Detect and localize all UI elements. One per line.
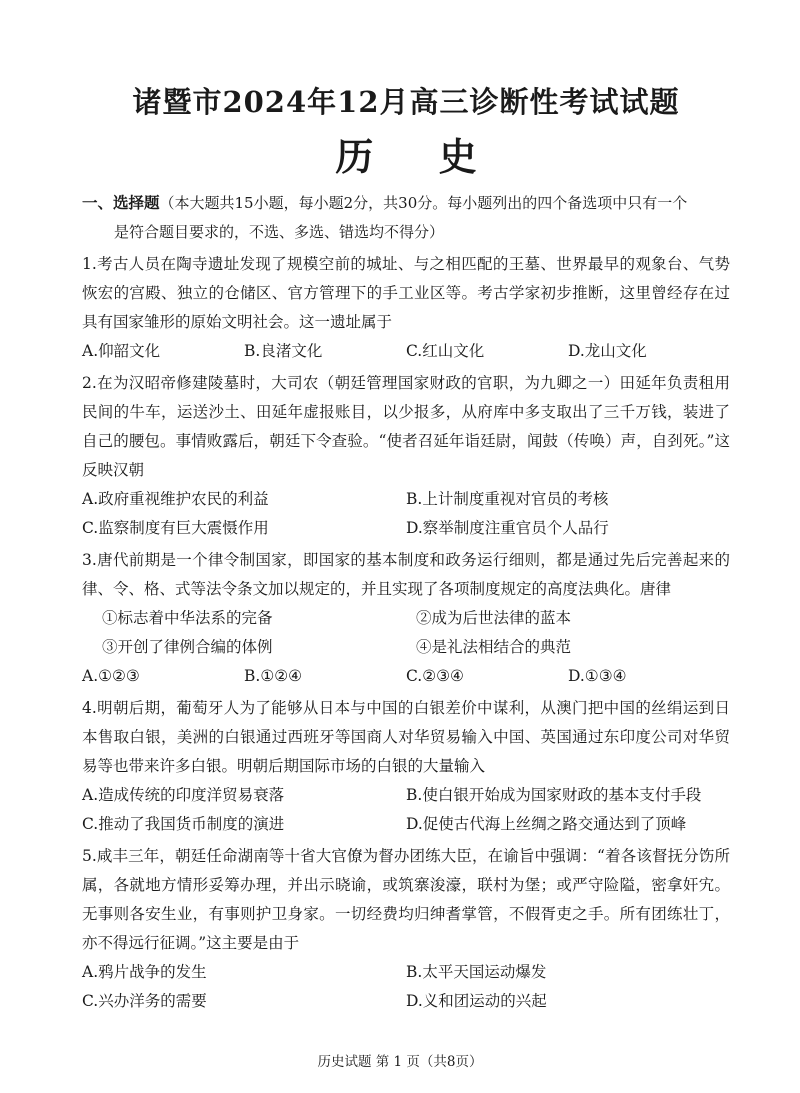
- option-a: A.鸦片战争的发生: [82, 963, 207, 981]
- option-d: D.促使古代海上丝绸之路交通达到了顶峰: [406, 815, 687, 833]
- exam-title: 诸暨市2024年12月高三诊断性考试试题: [132, 85, 680, 119]
- options: [82, 662, 730, 691]
- options: [82, 485, 730, 543]
- question-5: [82, 842, 730, 1016]
- statement-list: [82, 604, 730, 662]
- section-heading: [82, 188, 730, 218]
- option-a: A.造成传统的印度洋贸易衰落: [82, 786, 285, 804]
- option-a: A.①②③: [82, 667, 140, 685]
- section-label: 一、选择题: [82, 193, 160, 212]
- option-c: C.红山文化: [406, 342, 485, 360]
- option-c: C.兴办洋务的需要: [82, 992, 207, 1010]
- option-d: D.龙山文化: [568, 342, 647, 360]
- option-c: C.推动了我国货币制度的演进: [82, 815, 285, 833]
- option-c: C.②③④: [406, 667, 464, 685]
- option-d: D.义和团运动的兴起: [406, 992, 547, 1010]
- options: [82, 337, 730, 366]
- statement-1: ①标志着中华法系的完备: [102, 609, 273, 627]
- question-stem: 4.明朝后期，葡萄牙人为了能够从日本与中国的白银差价中谋利，从澳门把中国的丝绢运到日本售取白银，美洲的白银通过西班牙等国商人对华贸易输入中国、英国通过东印度公司对华贸易等也带来许多白银。明朝后期国际市场的白银的大量输入: [82, 699, 730, 775]
- section-desc-line2: 是符合题目要求的，不选、多选、错选均不得分）: [114, 223, 445, 241]
- statement-3: ③开创了律例合编的体例: [102, 638, 273, 656]
- options: [82, 781, 730, 839]
- question-4: [82, 694, 730, 839]
- option-d: D.察举制度注重官员个人品行: [406, 519, 609, 537]
- option-b: B.上计制度重视对官员的考核: [406, 490, 609, 508]
- option-a: A.仰韶文化: [82, 342, 161, 360]
- option-d: D.①③④: [568, 667, 627, 685]
- question-1: [82, 250, 730, 366]
- options: [82, 958, 730, 1016]
- statement-4: ④是礼法相结合的典范: [416, 638, 572, 656]
- option-b: B.使白银开始成为国家财政的基本支付手段: [406, 786, 702, 804]
- subject-title: 历 史: [335, 134, 503, 179]
- question-stem: 1.考古人员在陶寺遗址发现了规模空前的城址、与之相匹配的王墓、世界最早的观象台、气势恢宏的宫殿、独立的仓储区、官方管理下的手工业区等。考古学家初步推断，这里曾经存在过具有国家雏形的原始文明社会。这一遗址属于: [82, 255, 730, 331]
- question-stem: 2.在为汉昭帝修建陵墓时，大司农（朝廷管理国家财政的官职，为九卿之一）田延年负责租用民间的牛车，运送沙土、田延年虚报账目，以少报多，从府库中多支取出了三千万钱，装进了自己的腰包。事情败露后，朝廷下令查验。“使者召延年诣廷尉，闻鼓（传唤）声，自刭死。”这反映汉朝: [82, 374, 730, 479]
- question-2: [82, 369, 730, 543]
- question-3: [82, 546, 730, 691]
- option-a: A.政府重视维护农民的利益: [82, 490, 269, 508]
- option-b: B.良渚文化: [244, 342, 323, 360]
- option-b: B.①②④: [244, 667, 303, 685]
- statement-2: ②成为后世法律的蓝本: [416, 609, 572, 627]
- section-desc-line1: （本大题共15小题，每小题2分，共30分。每小题列出的四个备选项中只有一个: [159, 194, 688, 212]
- option-b: B.太平天国运动爆发: [406, 963, 547, 981]
- question-stem: 5.咸丰三年，朝廷任命湖南等十省大官僚为督办团练大臣，在谕旨中强调：“着各该督抚分饬所属，各就地方情形妥筹办理，并出示晓谕，或筑寨浚濠，联村为堡；或严守险隘，密拿奸宄。无事则各安生业，有事则护卫身家。一切经费均归绅耆掌管，不假胥吏之手。所有团练壮丁，亦不得远行征调。”这主要是由于: [82, 847, 730, 952]
- question-stem: 3.唐代前期是一个律令制国家，即国家的基本制度和政务运行细则，都是通过先后完善起来的律、令、格、式等法令条文加以规定的，并且实现了各项制度规定的高度法典化。唐律: [82, 551, 730, 598]
- page-footer: 历史试题 第 1 页（共8页）: [317, 1054, 483, 1070]
- option-c: C.监察制度有巨大震慑作用: [82, 519, 269, 537]
